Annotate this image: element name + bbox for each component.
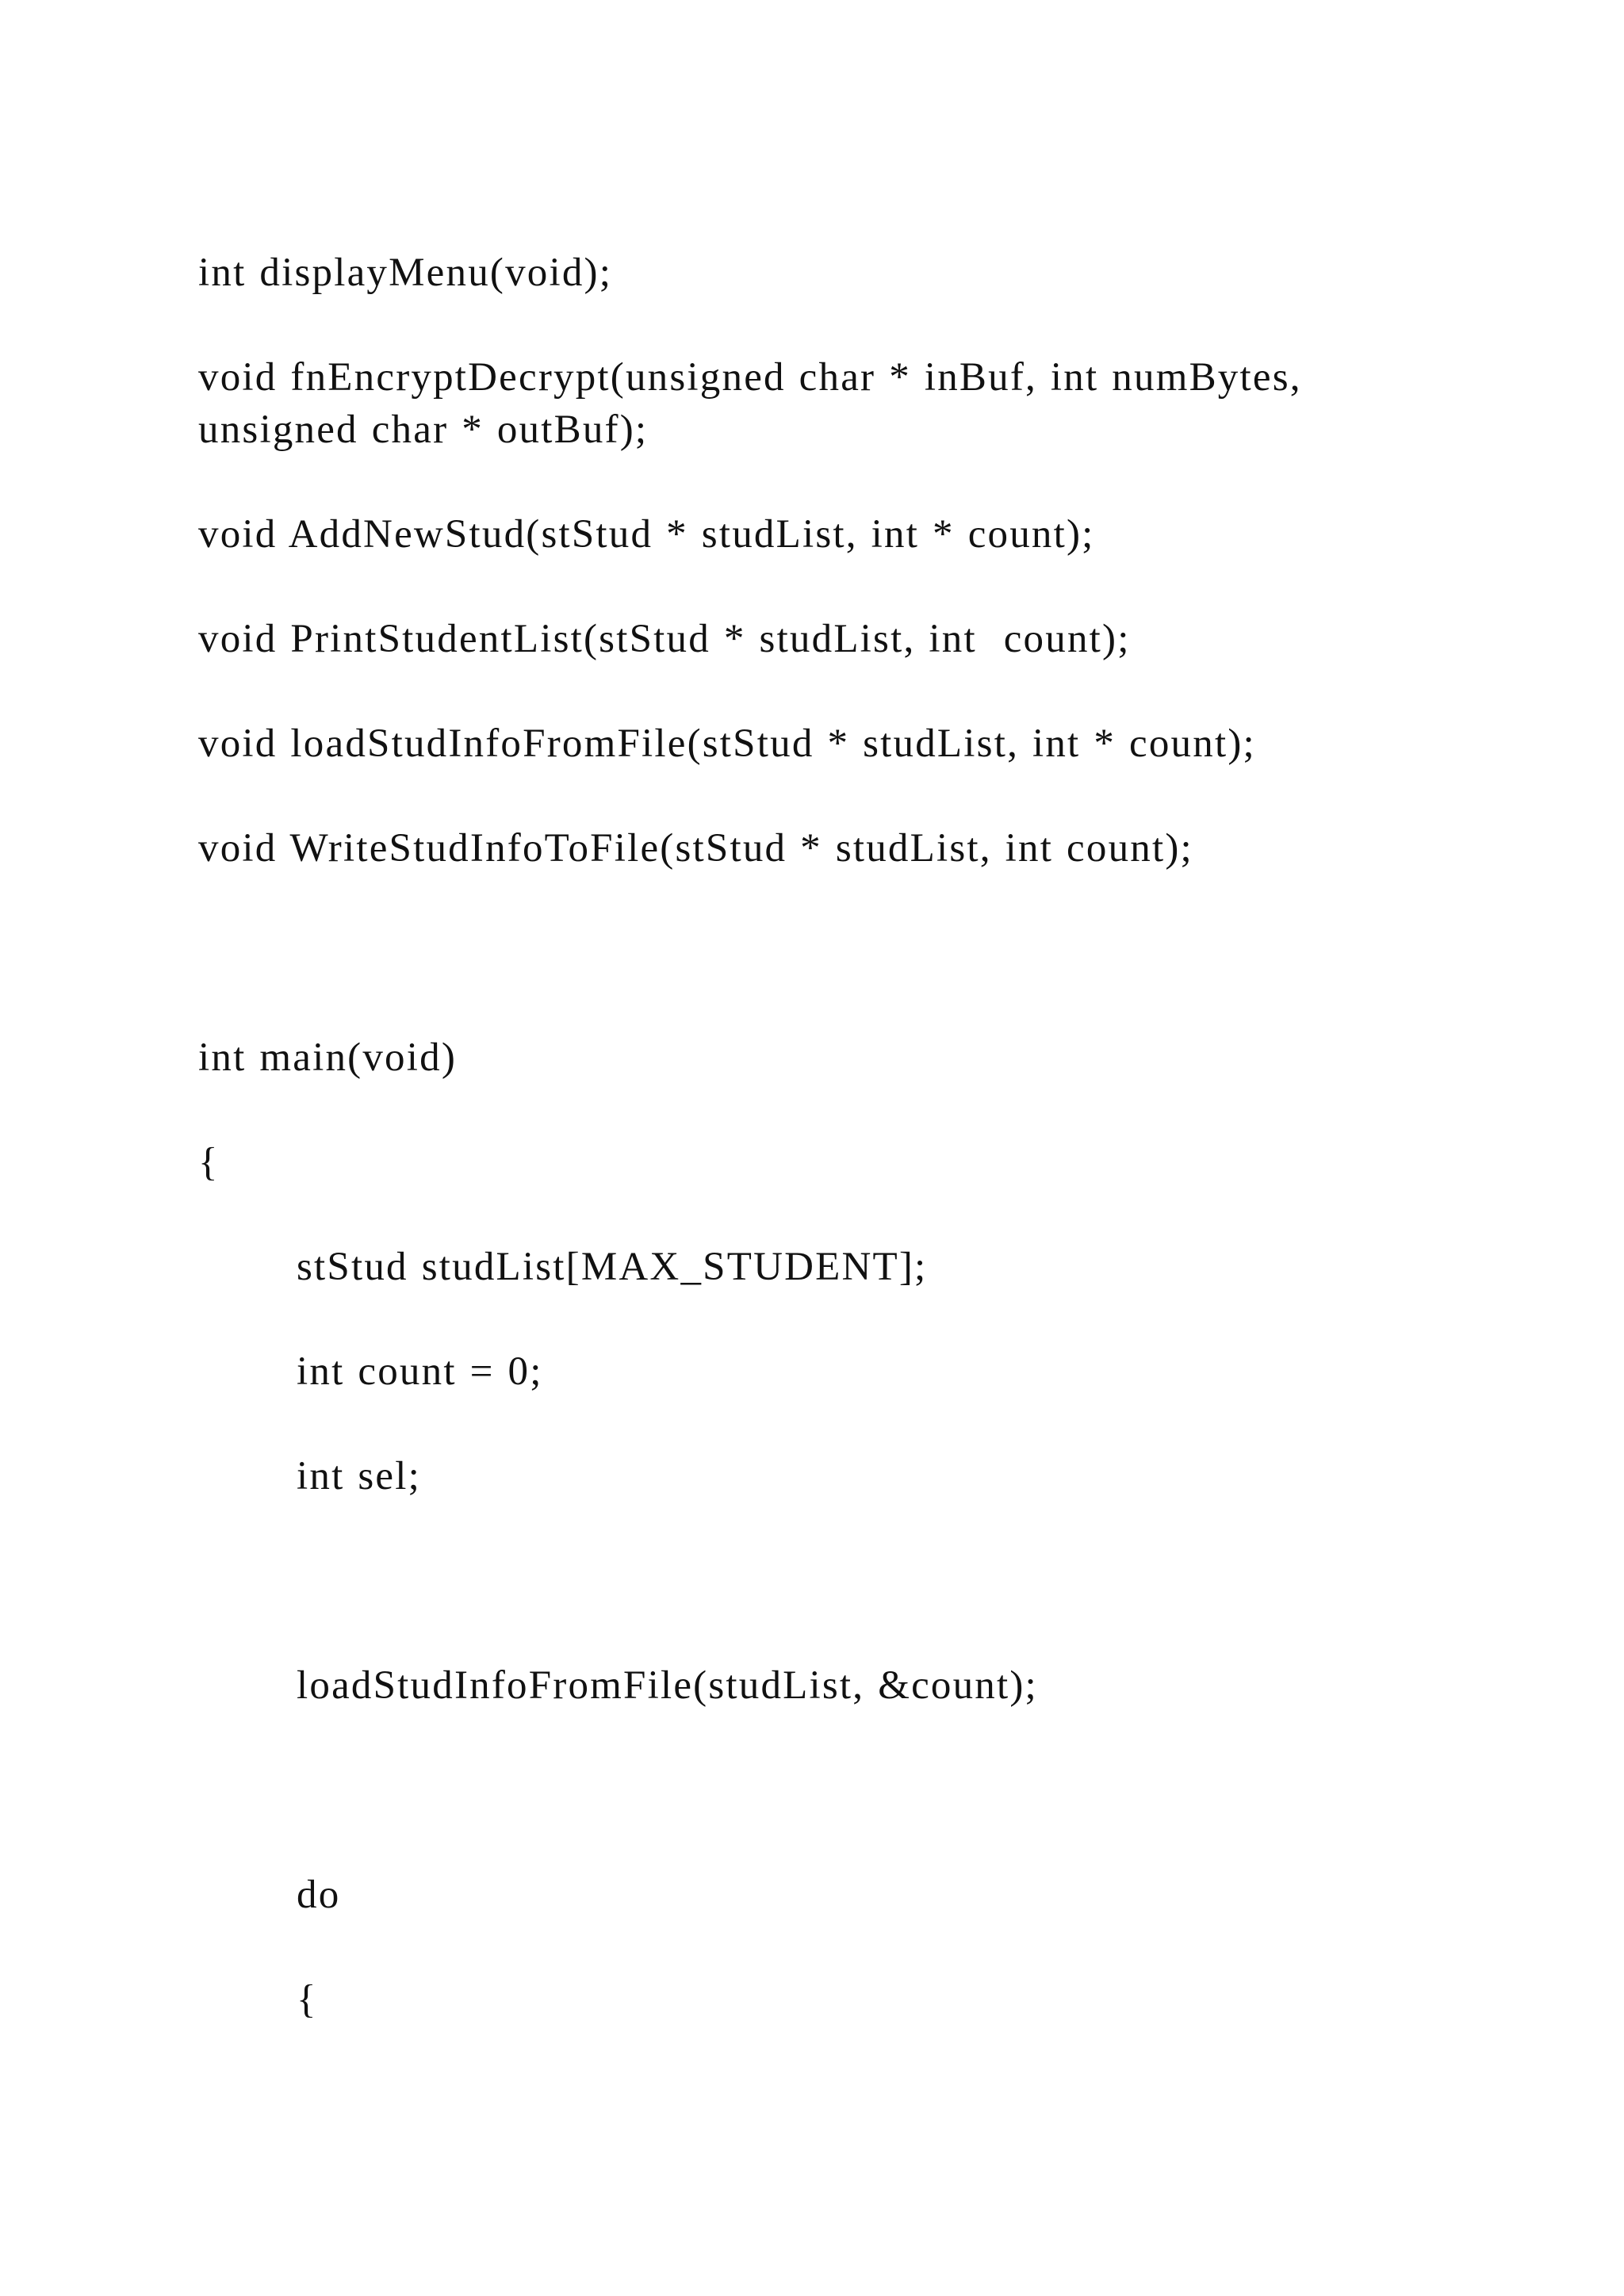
code-line-load-call: loadStudInfoFromFile(studList, &count); <box>297 1663 1038 1708</box>
code-line-encrypt-decrypt-continuation: unsigned char * outBuf); <box>198 408 649 452</box>
code-line-do-open-brace: { <box>297 1977 318 2022</box>
code-line-load-stud-info-prototype: void loadStudInfoFromFile(stStud * studList, int * count); <box>198 721 1256 766</box>
code-line-main-signature: int main(void) <box>198 1035 458 1080</box>
code-line-print-student-list-prototype: void PrintStudentList(stStud * studList, int count); <box>198 617 1131 661</box>
code-line-sel-declaration: int sel; <box>297 1454 422 1498</box>
code-line-display-menu-prototype: int displayMenu(void); <box>198 251 613 295</box>
code-line-write-stud-info-prototype: void WriteStudInfoToFile(stStud * studList, int count); <box>198 826 1193 871</box>
code-line-count-declaration: int count = 0; <box>297 1349 543 1394</box>
code-line-do-keyword: do <box>297 1873 341 1917</box>
code-line-encrypt-decrypt-prototype: void fnEncryptDecrypt(unsigned char * inBuf, int numBytes, <box>198 355 1302 400</box>
code-line-main-open-brace: { <box>198 1140 220 1184</box>
code-line-stud-list-declaration: stStud studList[MAX_STUDENT]; <box>297 1245 928 1289</box>
code-line-add-new-stud-prototype: void AddNewStud(stStud * studList, int * count); <box>198 512 1095 557</box>
